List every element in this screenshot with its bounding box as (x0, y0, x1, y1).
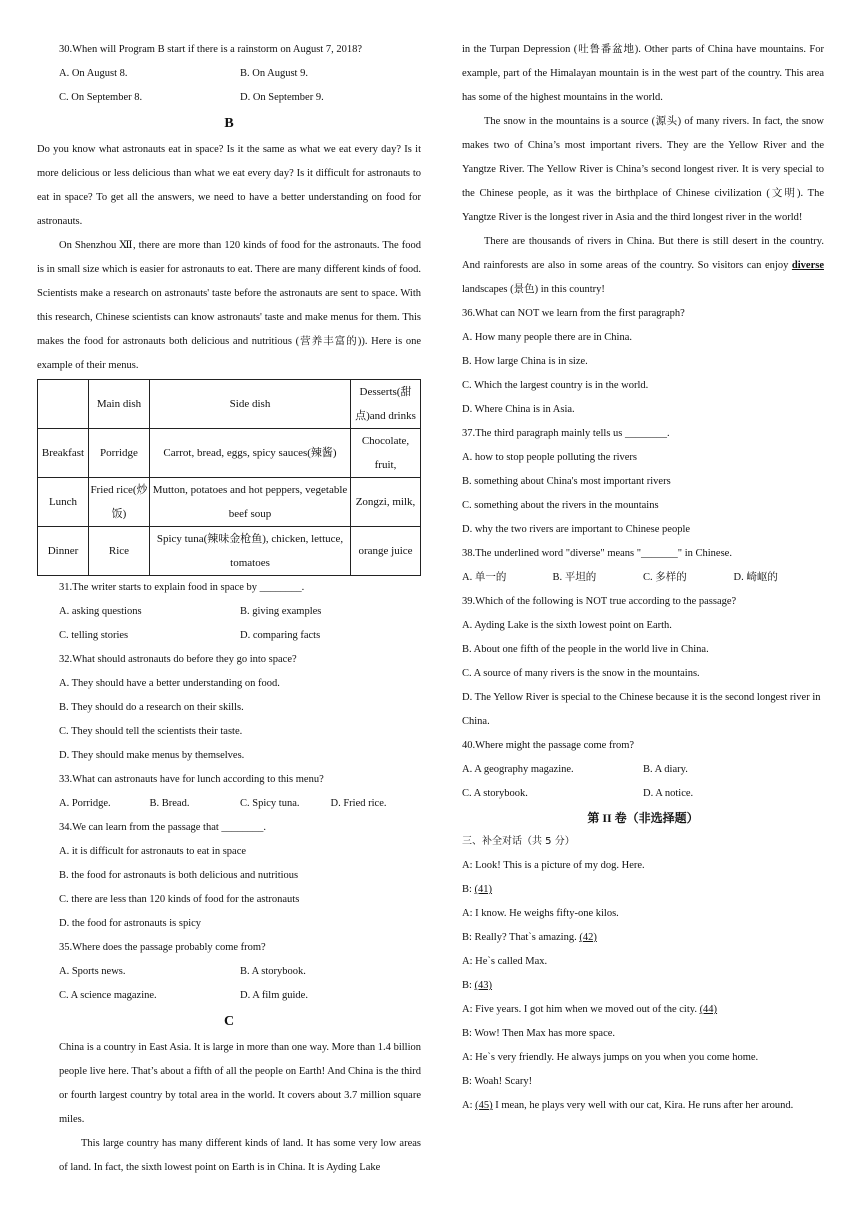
passage-b-heading: B (224, 116, 234, 131)
underlined-word: diverse (791, 260, 824, 271)
table-cell: Porridge (89, 429, 150, 478)
dialogue-line (462, 1094, 824, 1118)
option[interactable]: D. A film guide. (240, 990, 308, 1001)
option[interactable]: B. A storybook. (240, 966, 306, 977)
option[interactable]: A. Sports news. (59, 966, 126, 977)
question-30-options-row1 (37, 62, 421, 86)
dialogue-line (462, 998, 824, 1022)
dialogue-text: B: (462, 884, 475, 895)
answer-blank-42[interactable]: (42) (579, 932, 597, 943)
right-column (462, 38, 824, 1118)
dialogue-text: A: He`s very friendly. He always jumps on you when you come home. (462, 1052, 759, 1063)
table-cell: Chocolate, fruit, (351, 429, 421, 478)
dialogue-line (462, 1070, 824, 1094)
option[interactable]: C. A storybook. (462, 788, 528, 799)
option[interactable]: B. A diary. (643, 764, 688, 775)
option[interactable]: D. the food for astronauts is spicy (59, 918, 202, 929)
passage-c-paragraph-2: This large country has many different kinds of land. It has some very low areas of land. In fact, the sixth lowest point on Earth is in China. It is Ayding Lake (59, 1138, 421, 1173)
dialogue-text: B: Woah! Scary! (462, 1076, 533, 1087)
passage-c-paragraph-4 (462, 230, 824, 302)
dialogue-text: I mean, he plays very well with our cat, Kira. He runs after her around. (492, 1100, 794, 1111)
answer-blank-44[interactable]: (44) (699, 1004, 718, 1015)
section-3-heading: 三、补全对话（共 5 分） (462, 836, 575, 847)
question-40-options-row1 (462, 758, 824, 782)
dialogue-line (462, 854, 824, 878)
option[interactable]: B. something about China's most important rivers (462, 476, 671, 487)
option[interactable]: D. The Yellow River is special to the Chinese because it is the second longest river in China. (462, 692, 821, 727)
dialogue-line (462, 902, 824, 926)
dialogue-text: B: Really? That`s amazing. (462, 932, 580, 943)
option[interactable]: B. They should do a research on their skills. (59, 702, 244, 713)
question-32-stem: 32.What should astronauts do before they go into space? (59, 654, 297, 665)
dialogue-line (462, 1022, 824, 1046)
answer-blank-41[interactable]: (41) (474, 884, 493, 895)
option[interactable]: D. A notice. (643, 788, 694, 799)
question-30-options-row2 (37, 86, 421, 110)
option[interactable]: C. A source of many rivers is the snow in the mountains. (462, 668, 700, 679)
option[interactable]: C. Which the largest country is in the world. (462, 380, 649, 391)
dialogue-text: A: (462, 1100, 476, 1111)
question-36-stem: 36.What can NOT we learn from the first paragraph? (462, 308, 685, 319)
option[interactable]: C. something about the rivers in the mountains (462, 500, 659, 511)
table-cell: Spicy tuna(辣味金枪鱼), chicken, lettuce, tomatoes (150, 527, 351, 576)
question-39-stem: 39.Which of the following is NOT true according to the passage? (462, 596, 737, 607)
paragraph-text: landscapes (景色) in this country! (462, 284, 605, 295)
dialogue-text: A: He`s called Max. (462, 956, 548, 967)
dialogue-text: B: Wow! Then Max has more space. (462, 1028, 616, 1039)
option[interactable]: B. 平坦的 (552, 572, 597, 583)
left-column (37, 38, 421, 1180)
option[interactable]: C. telling stories (59, 630, 129, 641)
question-30-stem: 30.When will Program B start if there is a rainstorm on August 7, 2018? (59, 44, 362, 55)
question-31-options-row2 (37, 624, 421, 648)
table-header-row (38, 380, 421, 429)
table-header-cell: Desserts(甜点)and drinks (351, 380, 421, 429)
option[interactable]: A. A geography magazine. (462, 764, 574, 775)
dialogue-text: A: I know. He weighs fifty-one kilos. (462, 908, 619, 919)
question-33-stem: 33.What can astronauts have for lunch according to this menu? (59, 774, 324, 785)
question-40-stem: 40.Where might the passage come from? (462, 740, 635, 751)
option[interactable]: A. Ayding Lake is the sixth lowest point on Earth. (462, 620, 672, 631)
dialogue-line (462, 878, 824, 902)
option[interactable]: B. giving examples (240, 606, 322, 617)
paragraph-text: There are thousands of rivers in China. But there is still desert in the country. And rainforests are also in some areas of the country. So visitors can enjoy (462, 236, 824, 271)
question-37-stem: 37.The third paragraph mainly tells us ________. (462, 428, 670, 439)
table-header-cell (38, 380, 89, 429)
table-cell: orange juice (351, 527, 421, 576)
option[interactable]: B. Bread. (149, 798, 190, 809)
dialogue-line (462, 950, 824, 974)
question-38-options (462, 566, 824, 590)
option[interactable]: D. 崎岖的 (733, 572, 778, 583)
dialogue-text: A: Look! This is a picture of my dog. Here. (462, 860, 645, 871)
option[interactable]: D. comparing facts (240, 630, 321, 641)
option[interactable]: A. how to stop people polluting the rivers (462, 452, 637, 463)
dialogue-line (462, 1046, 824, 1070)
question-35-stem: 35.Where does the passage probably come from? (59, 942, 266, 953)
table-header-cell: Main dish (89, 380, 150, 429)
option[interactable]: A. On August 8. (59, 68, 128, 79)
passage-c-paragraph-3: The snow in the mountains is a source (源头) of many rivers. In fact, the snow makes two of China’s most important rivers. They are the Yellow River and the Yangtze River. The Yellow River is China’s second longest river. It is very special to the Chinese people, as it was the birthplace of Chinese civilization (文明). The Yangtze River is the longest river in Asia and the third longest river in the world! (462, 116, 824, 223)
option[interactable]: C. A science magazine. (59, 990, 157, 1001)
table-cell: Lunch (38, 478, 89, 527)
table-cell: Breakfast (38, 429, 89, 478)
dialogue-text: A: Five years. I got him when we moved out of the city. (462, 1004, 700, 1015)
table-row (38, 527, 421, 576)
option[interactable]: C. They should tell the scientists their taste. (59, 726, 243, 737)
menu-table (37, 379, 421, 576)
option[interactable]: B. How large China is in size. (462, 356, 588, 367)
question-40-options-row2 (462, 782, 824, 806)
question-34-stem: 34.We can learn from the passage that ________. (59, 822, 267, 833)
table-cell: Rice (89, 527, 150, 576)
option[interactable]: D. why the two rivers are important to Chinese people (462, 524, 691, 535)
option[interactable]: A. 单一的 (462, 572, 507, 583)
option[interactable]: C. Spicy tuna. (240, 798, 300, 809)
option[interactable]: D. Where China is in Asia. (462, 404, 575, 415)
option[interactable]: A. asking questions (59, 606, 142, 617)
option[interactable]: C. On September 8. (59, 92, 143, 103)
passage-c-heading: C (223, 1014, 235, 1029)
option[interactable]: D. They should make menus by themselves. (59, 750, 245, 761)
option[interactable]: C. 多样的 (643, 572, 687, 583)
passage-c-paragraph-1: China is a country in East Asia. It is large in more than one way. More than 1.4 billion people live here. That’s about a fifth of all the people on Earth! And China is the third or fourth largest country by total area in the world. It covers about 3.7 million square miles. (59, 1042, 421, 1125)
question-33-options (37, 792, 421, 816)
dialogue-text: B: (462, 980, 475, 991)
option[interactable]: C. there are less than 120 kinds of food for the astronauts (59, 894, 300, 905)
option[interactable]: A. How many people there are in China. (462, 332, 632, 343)
question-31-options-row1 (37, 600, 421, 624)
option[interactable]: A. They should have a better understanding on food. (59, 678, 280, 689)
question-31-stem: 31.The writer starts to explain food in space by ________. (59, 582, 305, 593)
question-35-options-row1 (37, 960, 421, 984)
option[interactable]: B. About one fifth of the people in the world live in China. (462, 644, 709, 655)
dialogue-line (462, 926, 824, 950)
table-cell: Fried rice(炒饭) (89, 478, 150, 527)
option[interactable]: A. Porridge. (59, 798, 111, 809)
option[interactable]: B. the food for astronauts is both delicious and nutritious (59, 870, 299, 881)
option[interactable]: A. it is difficult for astronauts to eat in space (59, 846, 247, 857)
answer-blank-43[interactable]: (43) (474, 980, 493, 991)
option[interactable]: D. Fried rice. (330, 798, 387, 809)
question-38-stem: 38.The underlined word "diverse" means "_______" in Chinese. (462, 548, 732, 559)
option[interactable]: D. On September 9. (240, 92, 324, 103)
table-row (38, 429, 421, 478)
passage-b-paragraph-1: Do you know what astronauts eat in space? Is it the same as what we eat every day? Is it more delicious or less delicious than what we eat every day? Is it difficult for astronauts to eat in space? To get all the answers, we need to have a better understanding on food for astronauts. (37, 144, 421, 227)
answer-blank-45[interactable]: (45) (475, 1100, 493, 1111)
table-row (38, 478, 421, 527)
table-cell: Dinner (38, 527, 89, 576)
section-title: 第 II 卷（非选择题） (587, 811, 699, 825)
table-cell: Carrot, bread, eggs, spicy sauces(辣酱) (150, 429, 351, 478)
passage-b-paragraph-2: On Shenzhou Ⅻ, there are more than 120 kinds of food for the astronauts. The food is in small size which is easier for astronauts to eat. There are many different kinds of food. Scientists make a research on astronauts' taste before the astronauts are sent to space. With this research, Chinese scientists can know astronauts' taste and make menus for them. This makes the food for astronauts both delicious and nutritious (营养丰富的)). Here is one example of their menus. (37, 240, 421, 371)
table-header-cell: Side dish (150, 380, 351, 429)
table-cell: Zongzi, milk, (351, 478, 421, 527)
passage-c-paragraph-2-continued: in the Turpan Depression (吐鲁番盆地). Other parts of China have mountains. For example, part of the Himalayan mountain is in the west part of the country. This area has some of the highest mountains in the world. (462, 44, 824, 103)
table-cell: Mutton, potatoes and hot peppers, vegetable beef soup (150, 478, 351, 527)
option[interactable]: B. On August 9. (240, 68, 308, 79)
dialogue-line (462, 974, 824, 998)
question-35-options-row2 (37, 984, 421, 1008)
